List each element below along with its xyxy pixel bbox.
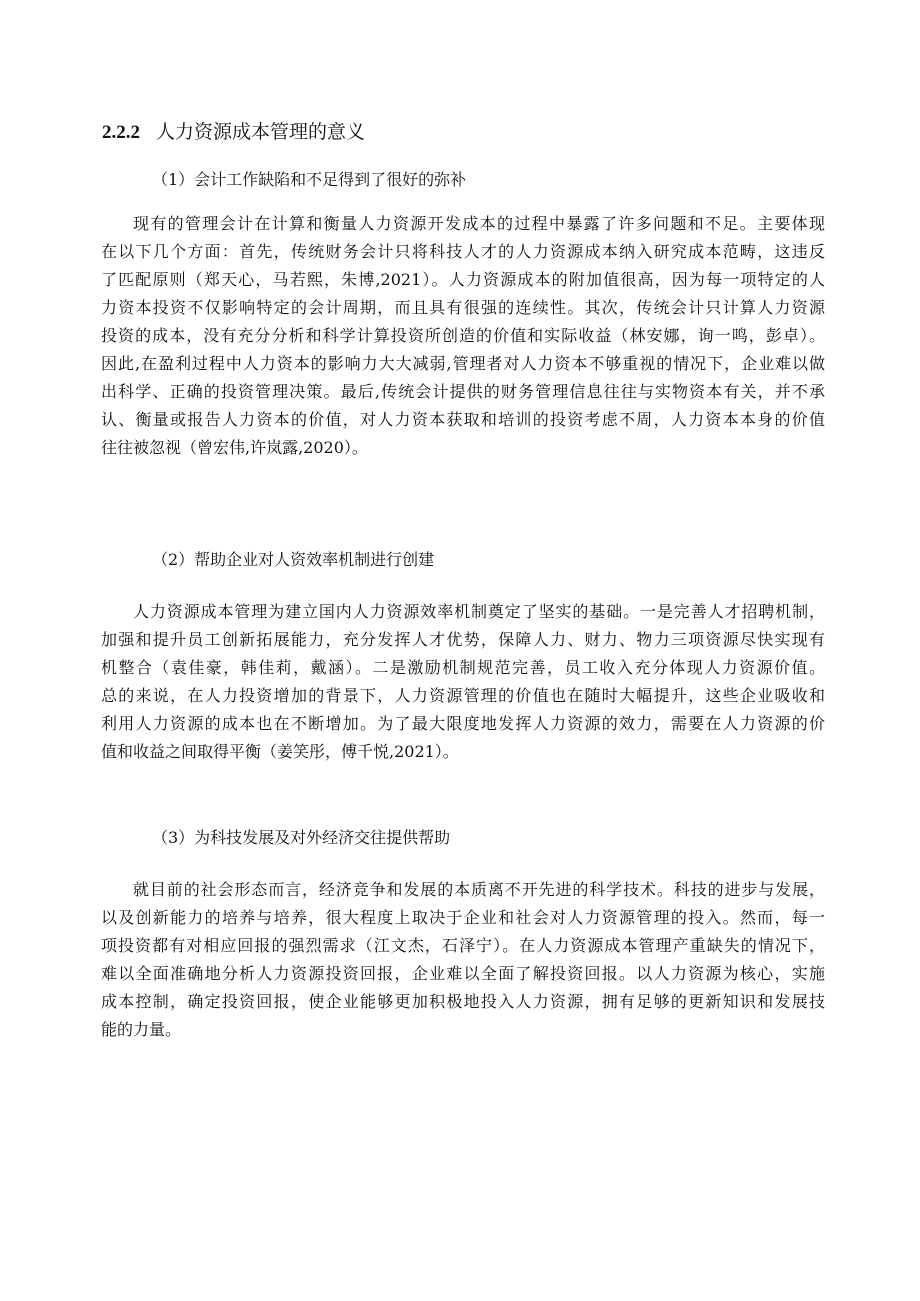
paragraph-line: 现有的管理会计在计算和衡量人力资源开发成本的过程中暴露了许多问题和不足。主要体现 bbox=[133, 214, 825, 233]
subsection-heading-1: （1）会计工作缺陷和不足得到了很好的弥补 bbox=[152, 170, 467, 189]
paragraph-line: 了匹配原则（郑天心，马若熙，朱博,2021）。人力资源成本的附加值很高，因为每一项特定的人 bbox=[101, 270, 825, 289]
paragraph-line: 值和收益之间取得平衡（姜笑彤，傅千悦,2021）。 bbox=[101, 742, 459, 761]
paragraph-line: 投资的成本，没有充分分析和科学计算投资所创造的价值和实际收益（林安娜，询一鸣，彭卓）。 bbox=[101, 326, 825, 345]
paragraph-line: 项投资都有对相应回报的强烈需求（江文杰，石泽宁）。在人力资源成本管理产重缺失的情况下， bbox=[101, 936, 825, 955]
paragraph-line: 能的力量。 bbox=[101, 1020, 182, 1039]
subsection-heading-3: （3）为科技发展及对外经济交往提供帮助 bbox=[152, 828, 451, 847]
paragraph-1 bbox=[101, 210, 825, 462]
subsection-heading-2: （2）帮助企业对人资效率机制进行创建 bbox=[152, 550, 435, 569]
paragraph-line: 难以全面准确地分析人力资源投资回报，企业难以全面了解投资回报。以人力资源为核心，实施 bbox=[101, 964, 825, 983]
paragraph-3 bbox=[101, 876, 825, 1044]
paragraph-line: 往往被忽视（曾宏伟,许岚露,2020）。 bbox=[101, 438, 368, 457]
paragraph-line: 总的来说，在人力投资增加的背景下，人力资源管理的价值也在随时大幅提升，这些企业吸收和 bbox=[101, 686, 825, 705]
paragraph-line: 以及创新能力的培养与培养，很大程度上取决于企业和社会对人力资源管理的投入。然而，每一 bbox=[101, 908, 825, 927]
paragraph-line: 在以下几个方面：首先，传统财务会计只将科技人才的人力资源成本纳入研究成本范畴，这违反 bbox=[101, 242, 825, 261]
paragraph-line: 人力资源成本管理为建立国内人力资源效率机制奠定了坚实的基础。一是完善人才招聘机制， bbox=[133, 602, 825, 621]
paragraph-line: 因此,在盈利过程中人力资本的影响力大大减弱,管理者对人力资本不够重视的情况下，企业难以做 bbox=[101, 354, 825, 373]
section-heading bbox=[102, 118, 365, 147]
paragraph-line: 就目前的社会形态而言，经济竞争和发展的本质离不开先进的科学技术。科技的进步与发展， bbox=[133, 880, 825, 899]
paragraph-2 bbox=[101, 598, 825, 766]
section-title: 人力资源成本管理的意义 bbox=[156, 121, 366, 143]
paragraph-line: 机整合（袁佳豪，韩佳莉，戴涵）。二是激励机制规范完善，员工收入充分体现人力资源价值。 bbox=[101, 658, 825, 677]
paragraph-line: 力资本投资不仅影响特定的会计周期，而且具有很强的连续性。其次，传统会计只计算人力资源 bbox=[101, 298, 825, 317]
paragraph-line: 出科学、正确的投资管理决策。最后,传统会计提供的财务管理信息往往与实物资本有关，并不承 bbox=[101, 382, 825, 401]
paragraph-line: 利用人力资源的成本也在不断增加。为了最大限度地发挥人力资源的效力，需要在人力资源的价 bbox=[101, 714, 825, 733]
section-number: 2.2.2 bbox=[102, 122, 140, 143]
paragraph-line: 加强和提升员工创新拓展能力，充分发挥人才优势，保障人力、财力、物力三项资源尽快实现有 bbox=[101, 630, 825, 649]
paragraph-line: 成本控制，确定投资回报，使企业能够更加积极地投入人力资源，拥有足够的更新知识和发展技 bbox=[101, 992, 825, 1011]
paragraph-line: 认、衡量或报告人力资本的价值，对人力资本获取和培训的投资考虑不周，人力资本本身的价值 bbox=[101, 410, 825, 429]
